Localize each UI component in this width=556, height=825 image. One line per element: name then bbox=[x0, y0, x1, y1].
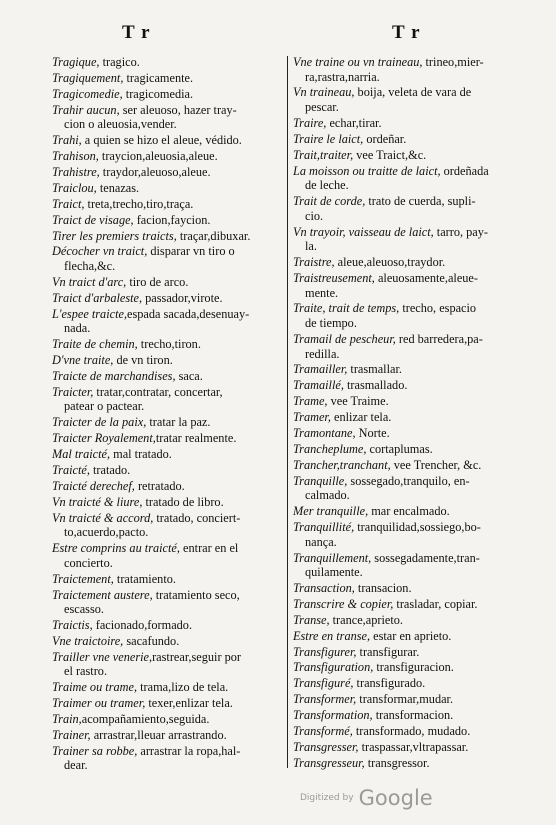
entry-headword: Vne traine ou vn traineau, bbox=[293, 55, 423, 69]
entry-translation: trecho, espacio bbox=[399, 301, 477, 316]
entry-headword: Traictement austere, bbox=[52, 587, 153, 602]
entry-headword: Trame, bbox=[293, 394, 328, 409]
entry-continuation: nança. bbox=[305, 534, 337, 549]
entry-headword: Tramaillé, bbox=[293, 378, 344, 393]
dictionary-entry bbox=[52, 71, 284, 86]
entry-headword: Tranquillité, bbox=[293, 520, 355, 535]
entry-continuation: dear. bbox=[64, 758, 88, 773]
entry-translation: transgressor. bbox=[364, 755, 430, 770]
entry-headword: Tragicomedie, bbox=[52, 86, 123, 101]
dictionary-entry bbox=[293, 332, 529, 361]
entry-translation: saca. bbox=[175, 368, 203, 383]
entry-headword: Transformer, bbox=[293, 692, 357, 707]
dictionary-entry bbox=[52, 572, 284, 587]
dictionary-entry bbox=[52, 197, 284, 212]
entry-headword: Trait,traiter, bbox=[293, 147, 354, 162]
dictionary-entry bbox=[293, 132, 529, 147]
dictionary-entry bbox=[52, 431, 284, 446]
entry-translation: sossegado,tranquilo, en- bbox=[347, 473, 470, 488]
entry-headword: Trancher,tranchant, bbox=[293, 457, 391, 472]
dictionary-entry bbox=[293, 613, 529, 628]
entry-headword: Traictis, bbox=[52, 617, 93, 632]
dictionary-entry bbox=[52, 181, 284, 196]
entry-continuation: mente. bbox=[305, 285, 339, 300]
dictionary-entry bbox=[52, 495, 284, 510]
entry-headword: Traicter de la paix, bbox=[52, 415, 147, 430]
entry-translation: transformar,mudar. bbox=[356, 692, 454, 707]
entry-translation: tratado. bbox=[89, 462, 131, 477]
running-head-right: T r bbox=[392, 22, 421, 43]
entry-headword: Transaction, bbox=[293, 581, 355, 596]
dictionary-entry bbox=[293, 55, 529, 84]
dictionary-entry bbox=[293, 756, 529, 771]
entry-headword: Traire, bbox=[293, 115, 327, 130]
entry-headword: Traicter, bbox=[52, 384, 94, 399]
entry-headword: Vn traicté & liure, bbox=[52, 494, 143, 509]
dictionary-entry bbox=[52, 415, 284, 430]
entry-translation: disparar vn tiro o bbox=[147, 244, 235, 259]
entry-translation: tratamiento seco, bbox=[152, 587, 240, 602]
entry-headword: Traire le laict, bbox=[293, 131, 364, 146]
entry-translation: trasladar, copiar. bbox=[393, 596, 478, 611]
entry-translation: tragico. bbox=[99, 55, 140, 69]
dictionary-entry bbox=[52, 541, 284, 570]
entry-translation: de vn tiron. bbox=[113, 353, 173, 368]
entry-translation: trasmallar. bbox=[347, 362, 402, 377]
entry-translation: arrastrar,lleuar arrastrando. bbox=[90, 727, 227, 742]
entry-headword: Trahison, bbox=[52, 149, 99, 164]
entry-headword: Traictement, bbox=[52, 571, 114, 586]
entry-translation: passador,virote. bbox=[142, 290, 223, 305]
dictionary-entry bbox=[52, 291, 284, 306]
entry-translation: treta,trecho,tiro,traça. bbox=[84, 196, 194, 211]
entry-continuation: redilla. bbox=[305, 346, 340, 361]
entry-continuation: ra,rastra,narria. bbox=[305, 69, 380, 84]
dictionary-entry bbox=[293, 724, 529, 739]
entry-translation: traspassar,vltrapassar. bbox=[358, 739, 469, 754]
entry-headword: Trainer, bbox=[52, 727, 91, 742]
entry-translation: sacafundo. bbox=[123, 633, 180, 648]
entry-translation: transfigurado. bbox=[353, 676, 426, 691]
entry-translation: acompañamiento,seguida. bbox=[81, 712, 210, 727]
entry-translation: retratado. bbox=[134, 478, 185, 493]
dictionary-entry bbox=[52, 634, 284, 649]
entry-translation: rastrear,seguir por bbox=[152, 649, 242, 664]
entry-translation: arrastrar la ropa,hal- bbox=[137, 743, 241, 758]
entry-translation: tarro, pay- bbox=[433, 224, 489, 239]
dictionary-entry bbox=[293, 645, 529, 660]
dictionary-entry bbox=[293, 676, 529, 691]
entry-headword: D'vne traite, bbox=[52, 353, 114, 368]
entry-headword: Tramontane, bbox=[293, 426, 356, 440]
entry-translation: transfiguracion. bbox=[373, 660, 454, 675]
entry-translation: entrar en el bbox=[179, 541, 239, 556]
dictionary-entry bbox=[293, 629, 529, 644]
dictionary-entry bbox=[293, 740, 529, 755]
entry-translation: traçar,dibuxar. bbox=[176, 228, 251, 243]
dictionary-entry bbox=[293, 255, 529, 270]
digitized-by-google-watermark bbox=[300, 786, 433, 810]
entry-translation: aleuosamente,aleue- bbox=[374, 270, 478, 285]
entry-headword: Mal traicté, bbox=[52, 447, 111, 462]
entry-headword: Traiclou, bbox=[52, 180, 97, 195]
dictionary-entry bbox=[293, 458, 529, 473]
entry-continuation: de tiempo. bbox=[305, 316, 357, 331]
left-column bbox=[52, 55, 284, 774]
dictionary-entry bbox=[293, 660, 529, 675]
entry-headword: Tranquillement, bbox=[293, 550, 372, 565]
dictionary-entry bbox=[293, 520, 529, 549]
entry-translation: tragicomedia. bbox=[122, 86, 194, 101]
entry-translation: transacion. bbox=[354, 581, 412, 596]
entry-translation: vee Traict,&c. bbox=[353, 147, 427, 162]
dictionary-entry bbox=[52, 447, 284, 462]
entry-headword: Trahistre, bbox=[52, 164, 100, 179]
entry-headword: Traicte de marchandises, bbox=[52, 368, 176, 383]
entry-translation: facion,faycion. bbox=[133, 212, 211, 227]
entry-translation: enlizar tela. bbox=[330, 410, 392, 425]
entry-headword: Estre comprins au traicté, bbox=[52, 541, 180, 556]
entry-translation: transformado, mudado. bbox=[352, 724, 471, 739]
entry-headword: Trahi, bbox=[52, 133, 82, 148]
entry-headword: Traite de chemin, bbox=[52, 337, 138, 352]
dictionary-entry bbox=[52, 55, 284, 70]
entry-translation: tranquilidad,sossiego,bo- bbox=[354, 520, 481, 535]
dictionary-entry bbox=[52, 337, 284, 352]
entry-headword: Traict d'arbaleste, bbox=[52, 290, 143, 305]
entry-translation: facionado,formado. bbox=[92, 617, 193, 632]
entry-headword: Tramail de pescheur, bbox=[293, 331, 396, 346]
entry-headword: Vn traict d'arc, bbox=[52, 274, 127, 289]
column-divider bbox=[287, 56, 288, 768]
dictionary-entry bbox=[52, 165, 284, 180]
dictionary-entry bbox=[293, 394, 529, 409]
dictionary-entry bbox=[52, 696, 284, 711]
entry-continuation: to,acuerdo,pacto. bbox=[64, 525, 149, 540]
dictionary-entry bbox=[293, 116, 529, 131]
entry-continuation: pescar. bbox=[305, 100, 339, 115]
watermark-small-text: Digitized by bbox=[300, 793, 354, 803]
dictionary-entry bbox=[293, 597, 529, 612]
entry-translation: aleue,aleuoso,traydor. bbox=[334, 255, 446, 270]
dictionary-entry bbox=[52, 744, 284, 773]
dictionary-entry bbox=[52, 229, 284, 244]
entry-translation: tratado, conciert- bbox=[153, 510, 241, 525]
entry-translation: cortaplumas. bbox=[366, 441, 433, 456]
dictionary-entry bbox=[52, 353, 284, 368]
dictionary-entry bbox=[52, 650, 284, 679]
entry-translation: ordeñada bbox=[440, 163, 489, 178]
dictionary-entry bbox=[293, 442, 529, 457]
entry-headword: La moisson ou traitte de laict, bbox=[293, 163, 441, 178]
entry-translation: ordeñar. bbox=[363, 131, 407, 146]
dictionary-entry bbox=[52, 463, 284, 478]
entry-translation: sossegadamente,tran- bbox=[371, 550, 480, 565]
entry-headword: Transfigurer, bbox=[293, 644, 357, 659]
entry-translation: tratar la paz. bbox=[146, 415, 211, 430]
dictionary-entry bbox=[52, 369, 284, 384]
entry-translation: trineo,mier- bbox=[422, 55, 484, 69]
entry-continuation: patear o pactear. bbox=[64, 399, 145, 414]
entry-headword: Traict de visage, bbox=[52, 212, 134, 227]
entry-translation: ser aleuoso, hazer tray- bbox=[119, 102, 237, 117]
entry-continuation: de leche. bbox=[305, 178, 349, 193]
entry-translation: vee Trencher, &c. bbox=[390, 457, 482, 472]
dictionary-entry bbox=[293, 362, 529, 377]
entry-headword: Tragiquement, bbox=[52, 70, 124, 85]
entry-translation: echar,tirar. bbox=[326, 115, 382, 130]
entry-headword: Traistreusement, bbox=[293, 270, 375, 285]
entry-headword: Traime ou trame, bbox=[52, 680, 138, 695]
entry-translation: a quien se hizo el aleue, védido. bbox=[81, 133, 242, 148]
entry-translation: trato de cuerda, supli- bbox=[365, 194, 476, 209]
dictionary-entry bbox=[293, 551, 529, 580]
entry-continuation: el rastro. bbox=[64, 664, 108, 679]
dictionary-entry bbox=[52, 133, 284, 148]
dictionary-entry bbox=[293, 410, 529, 425]
entry-translation: tragicamente. bbox=[123, 70, 194, 85]
entry-headword: Transe, bbox=[293, 612, 330, 627]
entry-continuation: quilamente. bbox=[305, 565, 363, 580]
entry-translation: transformacion. bbox=[372, 708, 454, 723]
dictionary-entry bbox=[293, 301, 529, 330]
dictionary-entry bbox=[293, 194, 529, 223]
dictionary-entry bbox=[293, 581, 529, 596]
entry-headword: Train, bbox=[52, 712, 82, 727]
entry-headword: Trait de corde, bbox=[293, 194, 366, 209]
entry-continuation: cion o aleuosia,vender. bbox=[64, 117, 177, 132]
dictionary-entry bbox=[293, 85, 529, 114]
dictionary-entry bbox=[52, 385, 284, 414]
entry-headword: Décocher vn traict, bbox=[52, 244, 148, 259]
entry-headword: Vn traicté & accord, bbox=[52, 510, 154, 525]
dictionary-entry bbox=[293, 504, 529, 519]
entry-headword: Transgresser, bbox=[293, 739, 359, 754]
entry-continuation: cio. bbox=[305, 208, 324, 223]
dictionary-entry bbox=[52, 728, 284, 743]
entry-headword: Trancheplume, bbox=[293, 441, 367, 456]
entry-headword: Transcrire & copier, bbox=[293, 596, 394, 611]
entry-translation: espada sacada,desenuay- bbox=[127, 306, 250, 321]
entry-headword: Transformé, bbox=[293, 724, 353, 739]
entry-continuation: calmado. bbox=[305, 488, 350, 503]
entry-translation: red barredera,pa- bbox=[395, 331, 483, 346]
entry-headword: Trainer sa robbe, bbox=[52, 743, 138, 758]
dictionary-entry bbox=[293, 708, 529, 723]
entry-translation: vee Traime. bbox=[327, 394, 389, 409]
entry-translation: trecho,tiron. bbox=[137, 337, 201, 352]
entry-headword: Vne traictoire, bbox=[52, 633, 124, 648]
entry-headword: Traistre, bbox=[293, 255, 335, 270]
entry-translation: boija, veleta de vara de bbox=[354, 85, 472, 100]
entry-continuation: escasso. bbox=[64, 602, 104, 617]
entry-headword: Tranquille, bbox=[293, 473, 348, 488]
entry-translation: trama,lizo de tela. bbox=[137, 680, 229, 695]
entry-translation: mar encalmado. bbox=[368, 504, 450, 519]
entry-headword: Transgresseur, bbox=[293, 755, 365, 770]
entry-headword: Traicter Royalement, bbox=[52, 431, 156, 446]
entry-translation: mal tratado. bbox=[110, 447, 172, 462]
dictionary-entry bbox=[52, 275, 284, 290]
entry-translation: Norte. bbox=[355, 426, 390, 440]
entry-translation: tenazas. bbox=[96, 180, 140, 195]
entry-headword: Traicté derechef, bbox=[52, 478, 135, 493]
entry-continuation: nada. bbox=[64, 321, 91, 336]
dictionary-entry bbox=[293, 692, 529, 707]
dictionary-entry bbox=[52, 244, 284, 273]
dictionary-entry bbox=[52, 511, 284, 540]
entry-translation: tratar realmente. bbox=[155, 431, 237, 446]
entry-headword: Transformation, bbox=[293, 708, 373, 723]
entry-translation: tratado de libro. bbox=[142, 494, 224, 509]
entry-headword: Estre en transe, bbox=[293, 628, 371, 643]
entry-headword: Traimer ou tramer, bbox=[52, 696, 146, 711]
watermark-logo-text: Google bbox=[358, 786, 433, 810]
entry-continuation: concierto. bbox=[64, 555, 113, 570]
dictionary-entry bbox=[293, 271, 529, 300]
entry-translation: trance,aprieto. bbox=[329, 612, 403, 627]
dictionary-entry bbox=[293, 474, 529, 503]
entry-continuation: flecha,&c. bbox=[64, 258, 116, 273]
entry-headword: Traicté, bbox=[52, 462, 90, 477]
entry-headword: Tramailler, bbox=[293, 362, 348, 377]
dictionary-entry bbox=[52, 87, 284, 102]
entry-headword: Traite, trait de temps, bbox=[293, 301, 400, 316]
entry-headword: L'espee traicte, bbox=[52, 306, 128, 321]
entry-translation: transfigurar. bbox=[356, 644, 420, 659]
entry-translation: tiro de arco. bbox=[126, 274, 189, 289]
entry-translation: traydor,aleuoso,aleue. bbox=[99, 164, 211, 179]
dictionary-entry bbox=[293, 148, 529, 163]
dictionary-entry bbox=[52, 149, 284, 164]
entry-headword: Tramer, bbox=[293, 410, 331, 425]
dictionary-entry bbox=[52, 712, 284, 727]
dictionary-entry bbox=[52, 618, 284, 633]
entry-headword: Traict, bbox=[52, 196, 85, 211]
entry-headword: Transfiguration, bbox=[293, 660, 374, 675]
entry-translation: estar en aprieto. bbox=[370, 628, 452, 643]
entry-headword: Vn traineau, bbox=[293, 85, 355, 100]
dictionary-entry bbox=[293, 426, 529, 441]
dictionary-entry bbox=[293, 225, 529, 254]
entry-translation: traycion,aleuosia,aleue. bbox=[98, 149, 218, 164]
entry-translation: trasmallado. bbox=[343, 378, 408, 393]
entry-headword: Trailler vne venerie, bbox=[52, 649, 153, 664]
dictionary-entry bbox=[52, 307, 284, 336]
dictionary-entry bbox=[52, 213, 284, 228]
entry-translation: tratamiento. bbox=[113, 571, 176, 586]
entry-headword: Trahir aucun, bbox=[52, 102, 120, 117]
entry-headword: Vn trayoir, vaisseau de laict, bbox=[293, 224, 434, 239]
entry-translation: tratar,contratar, concertar, bbox=[93, 384, 223, 399]
dictionary-entry bbox=[52, 103, 284, 132]
entry-translation: texer,enlizar tela. bbox=[145, 696, 233, 711]
dictionary-entry bbox=[52, 680, 284, 695]
dictionary-entry bbox=[293, 378, 529, 393]
entry-continuation: la. bbox=[305, 239, 317, 254]
entry-headword: Tragique, bbox=[52, 55, 100, 69]
right-column bbox=[293, 55, 529, 772]
dictionary-entry bbox=[52, 588, 284, 617]
entry-headword: Transfiguré, bbox=[293, 676, 354, 691]
dictionary-entry bbox=[293, 164, 529, 193]
running-head-left: T r bbox=[122, 22, 151, 43]
dictionary-entry bbox=[52, 479, 284, 494]
entry-headword: Tirer les premiers traicts, bbox=[52, 228, 177, 243]
entry-headword: Mer tranquille, bbox=[293, 504, 369, 519]
